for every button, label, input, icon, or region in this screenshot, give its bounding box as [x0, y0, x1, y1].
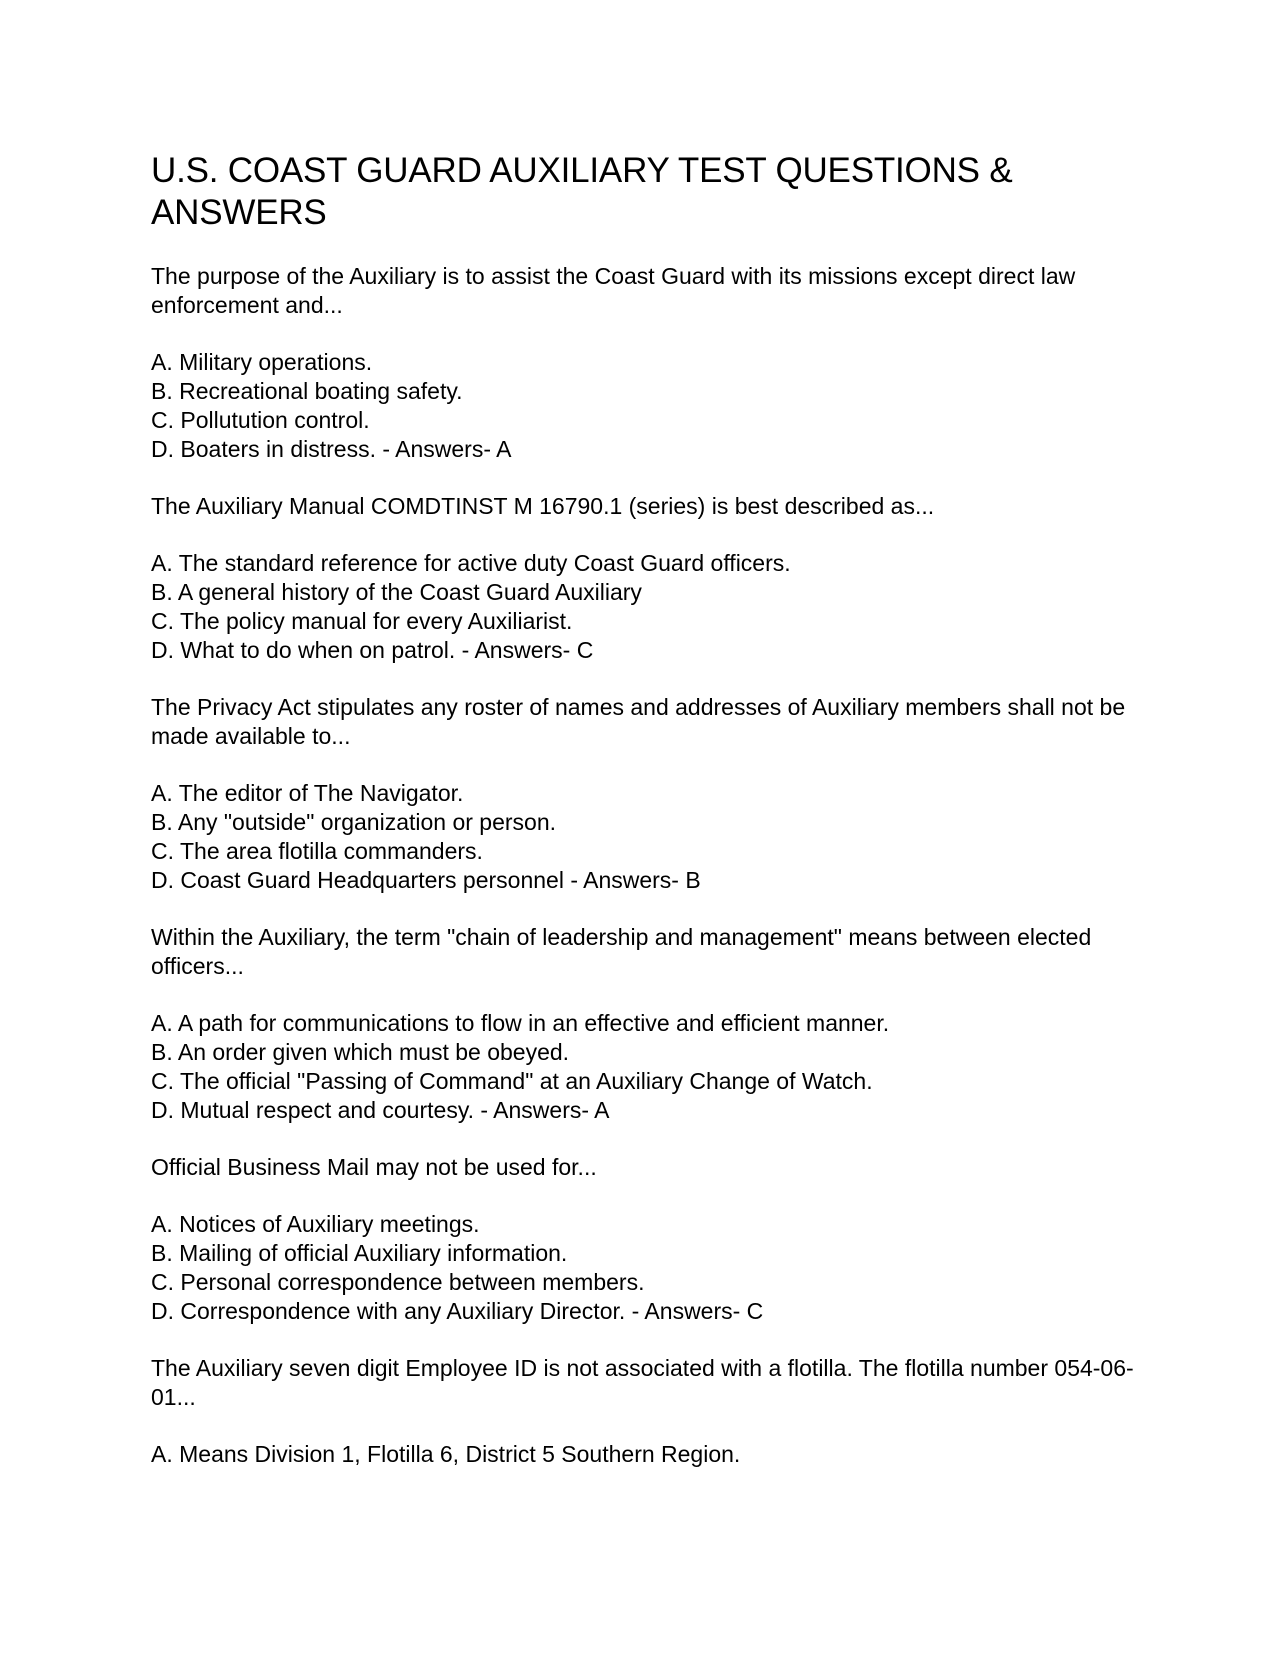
question-block — [151, 1354, 1151, 1469]
answer-option: A. The standard reference for active duty Coast Guard officers. — [151, 550, 791, 576]
answer-option: A. Means Division 1, Flotilla 6, District 5 Southern Region. — [151, 1441, 741, 1467]
question-text: Within the Auxiliary, the term "chain of leadership and management" means between elected officers... — [151, 924, 1092, 979]
question-text: The Auxiliary seven digit Employee ID is not associated with a flotilla. The flotilla number 054-06-01... — [151, 1355, 1134, 1410]
question-block — [151, 1153, 1151, 1326]
answer-option: B. Mailing of official Auxiliary information. — [151, 1240, 568, 1266]
answer-options — [151, 348, 1151, 464]
answer-options — [151, 779, 1151, 895]
answer-option: D. Mutual respect and courtesy. - Answers- A — [151, 1097, 610, 1123]
answer-options — [151, 549, 1151, 665]
question-text: Official Business Mail may not be used for... — [151, 1154, 597, 1180]
answer-option: C. Pollutution control. — [151, 407, 370, 433]
answer-option: B. Recreational boating safety. — [151, 378, 463, 404]
answer-option: A. A path for communications to flow in an effective and efficient manner. — [151, 1010, 890, 1036]
question-text: The Privacy Act stipulates any roster of names and addresses of Auxiliary members shall not be made available to... — [151, 694, 1126, 749]
question-block — [151, 693, 1151, 895]
answer-option: D. What to do when on patrol. - Answers- C — [151, 637, 594, 663]
document-content — [151, 150, 1151, 1497]
answer-option: C. The area flotilla commanders. — [151, 838, 483, 864]
question-block — [151, 262, 1151, 464]
answer-options — [151, 1440, 1151, 1469]
answer-options — [151, 1009, 1151, 1125]
page-title: U.S. COAST GUARD AUXILIARY TEST QUESTIONS & ANSWERS — [151, 151, 1013, 232]
answer-option: A. Military operations. — [151, 349, 373, 375]
answer-option: A. The editor of The Navigator. — [151, 780, 464, 806]
answer-option: B. An order given which must be obeyed. — [151, 1039, 570, 1065]
answer-option: A. Notices of Auxiliary meetings. — [151, 1211, 480, 1237]
question-block — [151, 923, 1151, 1125]
answer-option: C. Personal correspondence between members. — [151, 1269, 645, 1295]
question-text: The purpose of the Auxiliary is to assist the Coast Guard with its missions except direct law enforcement and... — [151, 263, 1076, 318]
answer-option: D. Boaters in distress. - Answers- A — [151, 436, 512, 462]
question-block — [151, 492, 1151, 665]
answer-option: B. Any "outside" organization or person. — [151, 809, 557, 835]
answer-options — [151, 1210, 1151, 1326]
answer-option: D. Coast Guard Headquarters personnel - Answers- B — [151, 867, 701, 893]
answer-option: C. The policy manual for every Auxiliarist. — [151, 608, 573, 634]
answer-option: D. Correspondence with any Auxiliary Director. - Answers- C — [151, 1298, 764, 1324]
question-text: The Auxiliary Manual COMDTINST M 16790.1 (series) is best described as... — [151, 493, 935, 519]
answer-option: C. The official "Passing of Command" at an Auxiliary Change of Watch. — [151, 1068, 873, 1094]
answer-option: B. A general history of the Coast Guard Auxiliary — [151, 579, 642, 605]
